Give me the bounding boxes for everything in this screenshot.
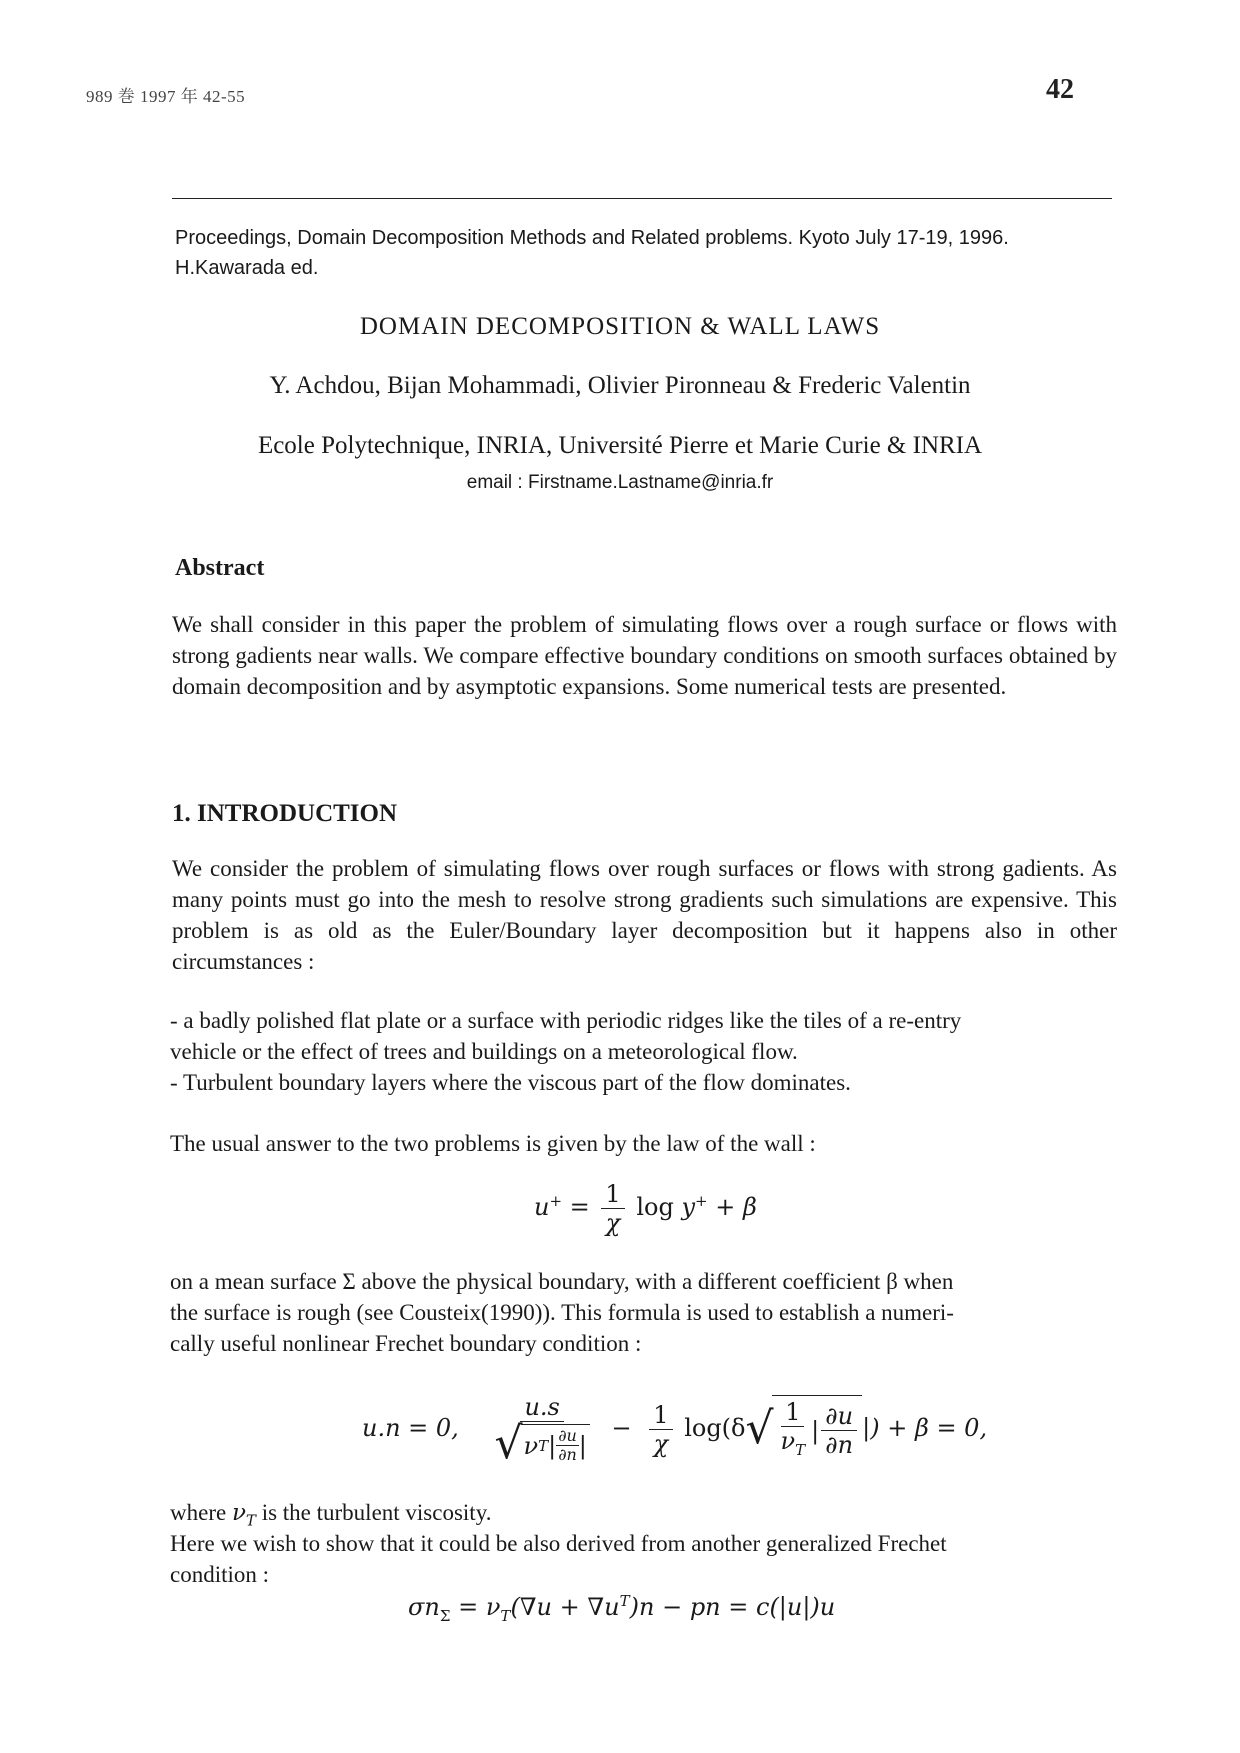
paper-email: email : Firstname.Lastname@inria.fr (466, 472, 774, 493)
here-line-1: Here we wish to show that it could be also derived from another generalized Frechet (170, 1531, 947, 1556)
sqrt-symbol: √ (745, 1403, 774, 1455)
equation-generalized-frechet (408, 1592, 835, 1625)
eq2-log: log(δ (684, 1414, 746, 1442)
where-line: where $\nu_T$ is the turbulent viscosity. (170, 1500, 492, 1530)
eq3-transpose: T (619, 1592, 630, 1610)
eq1-y: y (681, 1193, 696, 1221)
bullet-1-line-1: - a badly polished flat plate or a surface with periodic ridges like the tiles of a re-entry (170, 1008, 962, 1033)
eq2-dn: ∂n (558, 1445, 577, 1464)
eq2-fraction-us (490, 1393, 593, 1469)
eq2-numerator: u.s (520, 1393, 563, 1422)
proceedings-line-2: H.Kawarada ed. (175, 257, 319, 279)
eq2-fraction-chi (649, 1401, 672, 1458)
eq2-sqrt-2 (746, 1395, 863, 1464)
usual-answer-line: The usual answer to the two problems is given by the law of the wall : (170, 1131, 816, 1156)
running-header: 989 巻 1997 年 42-55 (86, 87, 246, 106)
eq3-equals-nu: = ν (450, 1593, 501, 1621)
mean-surface-line-1: on a mean surface Σ above the physical boundary, with a different coefficient β when (170, 1269, 954, 1294)
nu-t-symbol: $\nu_T$ (231, 1500, 256, 1530)
paper-authors: Y. Achdou, Bijan Mohammadi, Olivier Pironneau & Frederic Valentin (269, 372, 971, 399)
eq1-plus: + (549, 1192, 563, 1210)
eq3-nu-sub: T (500, 1606, 511, 1625)
page-number: 42 (1046, 74, 1074, 105)
abstract-text: We shall consider in this paper the problem of simulating flows over a rough surface or flows with strong gadients near walls. We compare effective boundary conditions on smooth surfaces obtained by domain decomposition and by asymptotic expansions. Some numerical tests are presented. (172, 612, 1117, 699)
eq2-un: u.n = 0, (362, 1414, 459, 1442)
eq1-equals: = (562, 1193, 598, 1221)
here-line-2: condition : (170, 1562, 270, 1587)
eq2-nu-sub: T (538, 1436, 549, 1455)
eq2-denominator (490, 1418, 593, 1469)
eq1-y-plus: + (695, 1192, 708, 1210)
eq2-sqrt-1-body: ν T | $\frac{\partial u}{\partial n}$ | (521, 1424, 590, 1464)
eq1-numerator: 1 (601, 1180, 624, 1209)
eq1-u: u (534, 1193, 550, 1221)
eq2-nu-b: ν (780, 1427, 796, 1456)
intro-paragraph-1: We consider the problem of simulating flows over rough surfaces or flows with strong gadients. As many points must go into the mesh to resolve strong gradients such simulations are expensive. This problem is as old as the Euler/Boundary layer decomposition but it happens also in other circumstances : (172, 856, 1117, 974)
eq2-sqrt-1 (494, 1418, 589, 1469)
equation-law-of-wall (534, 1180, 757, 1237)
eq2-du-dn-small (556, 1427, 579, 1464)
eq2-chi: χ (653, 1430, 669, 1458)
eq2-nu-sub-b: T (795, 1440, 806, 1459)
abstract-heading: Abstract (175, 555, 265, 581)
eq2-close: |) + β = 0, (862, 1414, 988, 1442)
eq1-fraction (601, 1180, 624, 1237)
bullet-1-line-2: vehicle or the effect of trees and buildings on a meteorological flow. (170, 1039, 798, 1064)
bullet-2: - Turbulent boundary layers where the viscous part of the flow dominates. (170, 1070, 851, 1095)
eq1-denominator: χ (605, 1209, 621, 1237)
eq3-gradient: (∇u + ∇u (510, 1593, 620, 1621)
eq2-du-dn-large (821, 1402, 857, 1459)
eq2-sqrt-2-body: $\frac{1}{\nu_T}$ | $\frac{\partial u}{\partial n}$ (772, 1395, 863, 1464)
eq2-nu: ν (523, 1431, 539, 1460)
mean-surface-line-2: the surface is rough (see Cousteix(1990)). This formula is used to establish a numeri- (170, 1300, 954, 1325)
mean-surface-line-3: cally useful nonlinear Frechet boundary condition : (170, 1331, 642, 1356)
eq3-sigma-n: σn (408, 1593, 440, 1621)
equation-frechet-condition (362, 1393, 988, 1469)
sqrt-symbol: √ (494, 1418, 523, 1469)
eq2-one-b: 1 (781, 1398, 804, 1427)
eq2-minus: − (611, 1414, 632, 1442)
eq1-beta: + β (707, 1193, 757, 1221)
eq3-tail: )n − pn = c(|u|)u (629, 1593, 836, 1621)
eq3-sigma-sub: Σ (439, 1606, 451, 1625)
eq2-one-over-nu (777, 1398, 810, 1464)
eq2-dn-b: ∂n (825, 1431, 854, 1460)
eq2-du-b: ∂u (821, 1402, 857, 1431)
eq2-one: 1 (649, 1401, 672, 1430)
intro-heading: 1. INTRODUCTION (172, 800, 398, 827)
eq2-du: ∂u (558, 1426, 577, 1445)
header-rule (172, 198, 1112, 199)
proceedings-line-1: Proceedings, Domain Decomposition Methods and Related problems. Kyoto July 17-19, 1996. (175, 227, 1009, 249)
eq1-log: log (636, 1193, 674, 1221)
paper-affiliation: Ecole Polytechnique, INRIA, Université Pierre et Marie Curie & INRIA (257, 432, 983, 459)
paper-title: DOMAIN DECOMPOSITION & WALL LAWS (359, 313, 881, 340)
